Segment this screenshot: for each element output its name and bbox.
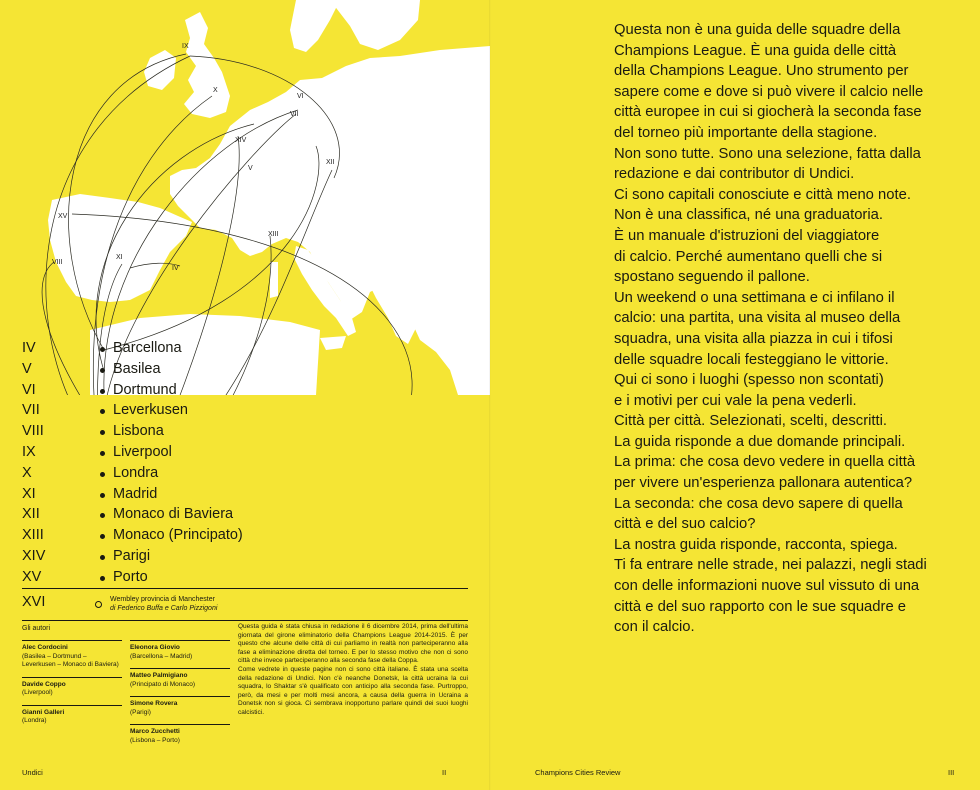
intro-line: città europee in cui si giocherà la seconda fase (614, 104, 922, 121)
intro-line: È un manuale d'istruzioni del viaggiatore (614, 227, 880, 244)
index-row (22, 463, 482, 484)
index-row (22, 546, 482, 567)
index-row (22, 400, 482, 421)
bullet-dot-icon (100, 389, 105, 394)
index-city: Monaco di Baviera (113, 506, 234, 523)
intro-line: con il calcio. (614, 619, 695, 636)
index-city: Lisbona (113, 423, 164, 440)
intro-line: Champions League. È una guida delle città (614, 42, 897, 59)
map-label-vii: VII (290, 111, 299, 118)
index-numeral: X (22, 464, 32, 481)
intro-text (614, 20, 976, 638)
right-page (490, 0, 980, 790)
map-label-v: V (248, 165, 253, 172)
intro-line: Non è una classifica, né una graduatoria. (614, 207, 883, 224)
intro-line: di calcio. Perché aumentano quelli che si (614, 248, 883, 265)
bullet-dot-icon (100, 513, 105, 518)
europe-map-svg (0, 0, 490, 395)
bullet-dot-icon (100, 409, 105, 414)
index-city: Londra (113, 464, 159, 481)
land-shapes (48, 0, 490, 395)
intro-line: città e del suo rapporto con le sue squadre e (614, 598, 907, 615)
hollow-bullet-icon (95, 601, 102, 608)
author-entry (22, 677, 122, 698)
author-name: Marco Zucchetti (130, 728, 180, 735)
map-label-viii: VIII (52, 259, 63, 266)
bullet-dot-icon (100, 534, 105, 539)
author-name: Matteo Palmigiano (130, 672, 188, 679)
intro-line: calcio: una partita, una visita al museo della (614, 310, 901, 327)
index-row (22, 338, 482, 359)
intro-line: con delle informazioni nuove sul vissuto di una (614, 578, 920, 595)
footer-magazine-title: Undici (22, 768, 43, 777)
index-city: Porto (113, 568, 148, 585)
index-row (22, 567, 482, 588)
intro-line: Ci sono capitali conosciute e città meno note. (614, 186, 911, 203)
divider (22, 620, 468, 621)
authors-heading: Gli autori (22, 625, 51, 632)
index-numeral: XIV (22, 548, 46, 564)
intro-line: La nostra guida risponde, racconta, spiega. (614, 536, 898, 553)
index-row (22, 380, 482, 401)
europe-map (0, 0, 490, 395)
author-detail: (Basilea – Dortmund – Leverkusen – Monaco di Baviera) (22, 652, 119, 668)
author-entry (130, 668, 230, 689)
intro-line: Qui ci sono i luoghi (spesso non scontati) (614, 372, 884, 389)
bullet-dot-icon (100, 347, 105, 352)
bonus-numeral: XVI (22, 594, 46, 610)
index-row (22, 504, 482, 525)
author-detail: (Principato di Monaco) (130, 680, 196, 688)
index-city: Basilea (113, 360, 161, 377)
intro-line: della Champions League. Uno strumento per (614, 63, 909, 80)
author-detail: (Liverpool) (22, 689, 53, 696)
author-detail: (Londra) (22, 717, 47, 724)
index-city: Parigi (113, 548, 151, 564)
index-numeral: VII (22, 402, 40, 419)
index-numeral: XIII (22, 527, 44, 544)
author-detail: (Barcellona – Madrid) (130, 652, 193, 660)
intro-line: La seconda: che cosa devo sapere di quella (614, 495, 903, 512)
bonus-entry (22, 592, 468, 616)
map-label-ix: IX (182, 43, 189, 50)
map-label-xii: XII (326, 159, 335, 166)
bonus-title: Wembley provincia di Manchester (110, 596, 215, 603)
author-detail: (Lisbona – Porto) (130, 736, 180, 744)
index-city: Dortmund (113, 381, 177, 398)
author-name: Gianni Galleri (22, 708, 65, 716)
footer-page-number: III (948, 768, 955, 777)
index-numeral: IX (22, 444, 36, 460)
footer-publication-title: Champions Cities Review (535, 768, 621, 777)
intro-line: redazione e dai contributor di Undici. (614, 166, 855, 183)
intro-line: Un weekend o una settimana e ci infilano il (614, 289, 895, 306)
intro-line: delle squadre locali festeggiano le vittorie. (614, 351, 889, 368)
map-label-xv: XV (58, 213, 68, 220)
bullet-dot-icon (100, 472, 105, 477)
index-city: Liverpool (113, 444, 172, 460)
map-label-x: X (213, 87, 218, 94)
map-label-xiv: XIV (235, 137, 247, 144)
map-label-xi: XI (116, 254, 123, 261)
intro-line: città e del suo calcio? (614, 516, 756, 533)
bullet-dot-icon (100, 576, 105, 581)
author-entry (22, 705, 122, 726)
index-numeral: XV (22, 568, 42, 585)
index-row (22, 359, 482, 380)
author-entry (130, 724, 230, 745)
map-label-vi: VI (297, 93, 304, 100)
author-entry (22, 640, 122, 670)
index-row (22, 421, 482, 442)
footer-page-number: II (442, 768, 447, 777)
note-paragraph: Questa guida è stata chiusa in redazione il 6 dicembre 2014, prima dell'ultima giornata del girone eliminatorio della Champions League 2014-2015. È per questo che alcune delle città di cui parliamo in realtà non parteciperanno alla fase a eliminazione diretta del torneo. E per lo stesso motivo che non ci sono città che invece parteciperanno alla seconda fase della Coppa. (238, 623, 468, 665)
divider (22, 588, 468, 589)
index-numeral: VI (22, 381, 36, 398)
bonus-byline: di Federico Buffa e Carlo Pizzigoni (110, 605, 218, 612)
index-numeral: XII (22, 506, 40, 523)
authors-column (130, 640, 230, 752)
author-name: Alec Cordocini (22, 644, 68, 651)
index-row (22, 442, 482, 463)
editorial-note (238, 623, 468, 718)
intro-line: squadra, una visita alla piazza in cui i tifosi (614, 330, 893, 347)
index-city: Monaco (Principato) (113, 527, 243, 544)
author-entry (130, 696, 230, 717)
note-paragraph: Come vedrete in queste pagine non ci sono città italiane. È stata una scelta della redazione di Undici. Non c'è neanche Donetsk, la città ucraina la cui squadra, lo Shaktar s'è qualificato con anticipo alla seconda fase. Purtroppo, però, da mesi e per molti mesi ancora, a causa della guerra in Ucraina a Donetsk non si gioca. Ci sembrava inopportuno parlare quindi dei suoi luoghi calcistici. (238, 665, 468, 716)
index-city: Leverkusen (113, 402, 188, 419)
index-row (22, 484, 482, 505)
index-numeral: V (22, 360, 32, 377)
intro-line: La prima: che cosa devo vedere in quella città (614, 454, 916, 471)
intro-line: Non sono tutte. Sono una selezione, fatta dalla (614, 145, 921, 162)
index-numeral: VIII (22, 423, 44, 440)
intro-line: Questa non è una guida delle squadre della (614, 22, 901, 38)
index-city: Barcellona (113, 340, 182, 356)
author-name: Davide Coppo (22, 680, 66, 688)
author-name: Eleonora Giovio (130, 644, 180, 651)
intro-line: del torneo più importante della stagione. (614, 124, 878, 141)
bullet-dot-icon (100, 555, 105, 560)
intro-line: La guida risponde a due domande principali. (614, 433, 906, 450)
map-label-xiii: XIII (268, 231, 279, 238)
bullet-dot-icon (100, 368, 105, 373)
intro-line: Ti fa entrare nelle strade, nei palazzi, negli stadi (614, 557, 927, 574)
author-entry (130, 640, 230, 661)
intro-line: spostano seguendo il pallone. (614, 269, 810, 286)
map-label-iv: IV (172, 265, 179, 272)
index-numeral: IV (22, 340, 36, 356)
authors-column (22, 640, 122, 733)
intro-line: per vivere un'esperienza pallonara autentica? (614, 475, 913, 492)
index-row (22, 525, 482, 546)
intro-line: sapere come e dove si può vivere il calcio nelle (614, 83, 924, 100)
bullet-dot-icon (100, 430, 105, 435)
bonus-text (110, 595, 217, 613)
intro-line: Città per città. Selezionati, scelti, descritti. (614, 413, 888, 430)
author-detail: (Parigi) (130, 708, 151, 716)
bullet-dot-icon (100, 451, 105, 456)
index-numeral: XI (22, 485, 36, 502)
author-name: Simone Rovera (130, 700, 178, 707)
index-city: Madrid (113, 485, 158, 502)
bullet-dot-icon (100, 493, 105, 498)
intro-line: e i motivi per cui vale la pena vederli. (614, 392, 857, 409)
